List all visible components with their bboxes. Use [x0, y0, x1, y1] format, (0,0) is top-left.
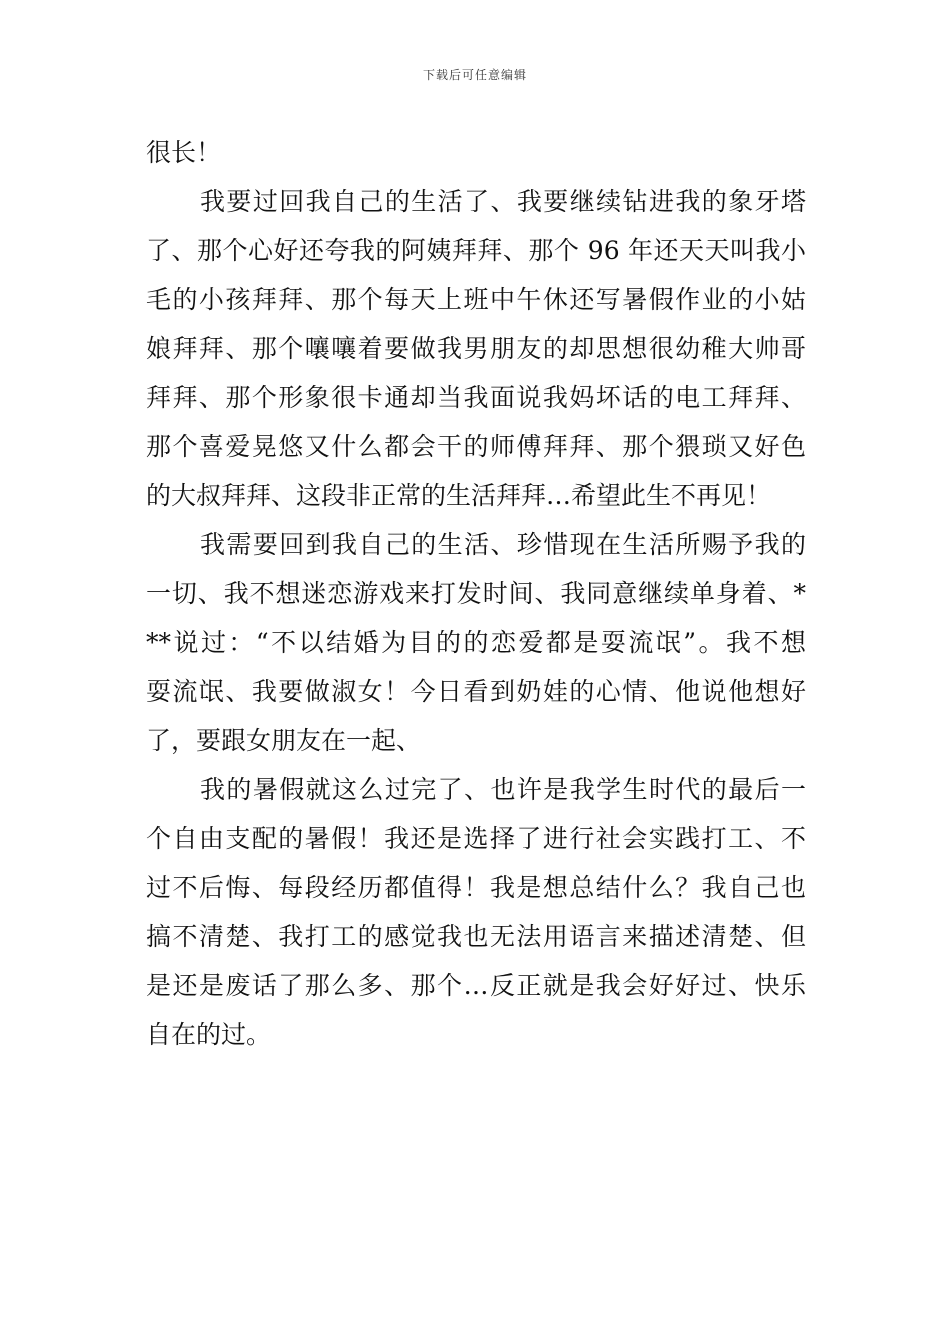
text-line: 的大叔拜拜、这段非正常的生活拜拜…希望此生不再见！ [146, 481, 772, 510]
text-line: 拜拜、那个形象很卡通却当我面说我妈坏话的电工拜拜、 [146, 383, 806, 412]
text-line: 了、那个心好还夸我的阿姨拜拜、那个 96 年还天天叫我小 [146, 236, 806, 265]
text-line: 我要过回我自己的生活了、我要继续钻进我的象牙塔 [200, 187, 806, 216]
text-line: 我的暑假就这么过完了、也许是我学生时代的最后一 [200, 775, 806, 804]
paragraph-3 [146, 520, 806, 765]
page-header: 下载后可任意编辑 [422, 68, 527, 82]
paragraph-1 [146, 128, 806, 177]
text-line: 自在的过。 [146, 1020, 272, 1049]
text-line: 了，要跟女朋友在一起、 [146, 726, 422, 755]
text-line: 娘拜拜、那个嚷嚷着要做我男朋友的却思想很幼稚大帅哥 [146, 334, 806, 363]
text-line: 搞不清楚、我打工的感觉我也无法用语言来描述清楚、但 [146, 922, 806, 951]
paragraph-2 [146, 177, 806, 520]
text-line: 毛的小孩拜拜、那个每天上班中午休还写暑假作业的小姑 [146, 285, 806, 314]
text-line: 我需要回到我自己的生活、珍惜现在生活所赐予我的 [200, 530, 806, 559]
text-line: 是还是废话了那么多、那个…反正就是我会好好过、快乐 [146, 971, 806, 1000]
text-line: 个自由支配的暑假！我还是选择了进行社会实践打工、不 [146, 824, 806, 853]
text-line: 耍流氓、我要做淑女！今日看到奶娃的心情、他说他想好 [146, 677, 806, 706]
paragraph-4 [146, 765, 806, 1059]
document-body [146, 128, 806, 1059]
text-line: 过不后悔、每段经历都值得！我是想总结什么？我自己也 [146, 873, 806, 902]
text-line: 很长！ [146, 138, 222, 167]
text-line: 那个喜爱晃悠又什么都会干的师傅拜拜、那个猥琐又好色 [146, 432, 806, 461]
text-line: **说过：“不以结婚为目的的恋爱都是耍流氓”。我不想 [146, 628, 806, 657]
text-line: 一切、我不想迷恋游戏来打发时间、我同意继续单身着、* [146, 579, 806, 608]
